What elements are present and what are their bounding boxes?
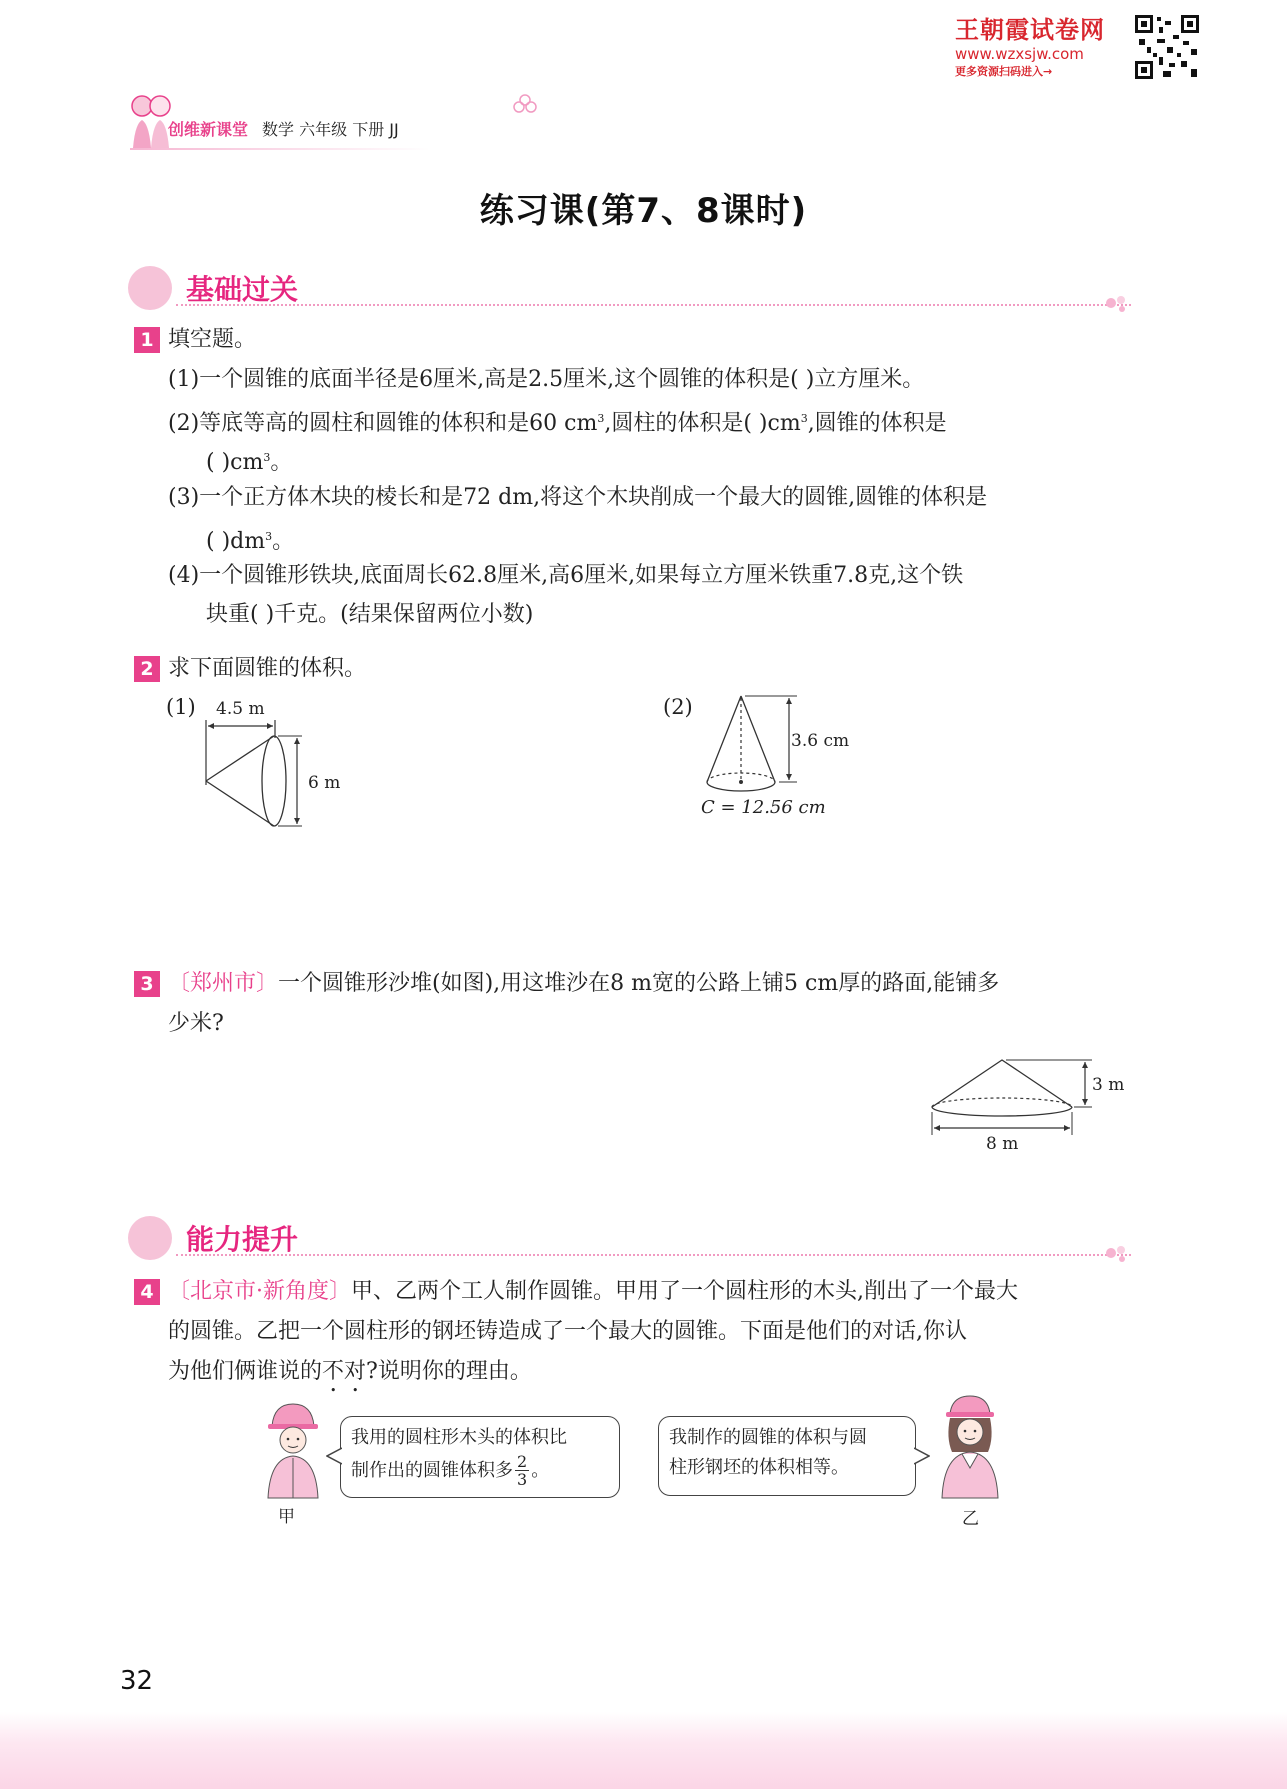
q3-source-tag: 〔郑州市〕 (168, 971, 279, 996)
section-advanced-header (128, 1214, 1128, 1264)
section-dotted-divider (176, 304, 1131, 306)
page-title: 练习课(第7、8课时) (479, 191, 808, 231)
q2-fig1-label: (1) (166, 695, 196, 719)
question-number-badge: 2 (134, 656, 160, 682)
brand-url: www.wzxsjw.com (955, 45, 1084, 63)
q2-stem-text: 求下面圆锥的体积。 (168, 656, 367, 681)
section-basic-title: 基础过关 (186, 273, 299, 306)
section-emblem-icon (128, 1216, 172, 1260)
yi-speech-line2: 柱形钢坯的体积相等。 (669, 1457, 849, 1478)
bubbles-decoration-icon (1103, 292, 1129, 314)
q1-stem (134, 326, 256, 354)
section-advanced-title: 能力提升 (186, 1223, 299, 1256)
brand-logo (955, 10, 1130, 79)
q3-figure-sand-cone (920, 1050, 1140, 1155)
jia-speech-line2: 制作出的圆锥体积多 2 3 。 (351, 1452, 550, 1489)
q4-emphasis-text: 不对 (322, 1359, 367, 1384)
worker-yi-illustration (932, 1392, 1006, 1500)
yi-speech-bubble (658, 1416, 916, 1496)
q2-fig2-label: (2) (663, 695, 693, 719)
page-number: 32 (120, 1666, 154, 1696)
q1-part3-line2: ( )$dm^3$。 (206, 529, 295, 554)
q4-line2: 的圆锥。乙把一个圆柱形的钢坯铸造成了一个最大的圆锥。下面是他们的对话,你认 (168, 1319, 967, 1344)
q1-part4-line2: 块重( )千克。(结果保留两位小数) (206, 602, 534, 627)
jia-speech-bubble (340, 1416, 620, 1498)
q1-stem-text: 填空题。 (168, 327, 257, 352)
footer-band (0, 1712, 1287, 1789)
q1-part1: (1)一个圆锥的底面半径是6厘米,高是2.5厘米,这个圆锥的体积是( )立方厘米。 (168, 367, 925, 392)
q1-part2-line2: ( )$cm^3$。 (206, 450, 293, 475)
qr-code-icon (1133, 13, 1201, 81)
question-number-badge: 4 (134, 1279, 160, 1305)
q4-source-tag: 〔北京市·新角度〕 (168, 1279, 351, 1304)
q2-stem (134, 655, 366, 683)
q3-line1: 3 〔郑州市〕一个圆锥形沙堆(如图),用这堆沙在8 m宽的公路上铺5 cm厚的路面,能铺多 (134, 970, 999, 998)
brand-name: 王朝霞试卷网 (955, 16, 1105, 44)
jia-bubble-tail (326, 1446, 342, 1466)
header-divider (130, 148, 430, 150)
q1-part3-line1: (3)一个正方体木块的棱长和是72 dm,将这个木块削成一个最大的圆锥,圆锥的体积是 (168, 485, 988, 510)
worker-jia-illustration (258, 1400, 328, 1500)
brand-slogan: 更多资源扫码进入→ (955, 65, 1053, 78)
jia-speech-line1: 我用的圆柱形木头的体积比 (351, 1427, 567, 1448)
section-basic-header (128, 264, 1128, 314)
question-number-badge: 3 (134, 971, 160, 997)
q1-part2-line1: (2)等底等高的圆柱和圆锥的体积和是60 $cm^3$,圆柱的体积是( )$cm^3$,圆锥的体积是 (168, 411, 947, 436)
series-name: 创维新课堂 (168, 119, 249, 139)
series-header (130, 112, 399, 144)
q3-fig-diameter-dim: 8 m (986, 1134, 1019, 1154)
worker-jia-name: 甲 (278, 1507, 295, 1527)
q2-figure-2 (655, 690, 875, 830)
q2-fig2-height-dim: 3.6 cm (791, 731, 850, 751)
series-meta: 数学 六年级 下册 JJ (262, 119, 399, 139)
fraction-two-thirds: 2 3 (517, 1452, 528, 1489)
q1-part4-line1: (4)一个圆锥形铁块,底面周长62.8厘米,高6厘米,如果每立方厘米铁重7.8克,这个铁 (168, 563, 964, 588)
question-number-badge: 1 (134, 327, 160, 353)
q2-fig1-diameter-dim: 6 m (308, 773, 341, 793)
bubbles-decoration-icon (1103, 1242, 1129, 1264)
q3-fig-height-dim: 3 m (1092, 1075, 1125, 1095)
q4-line3: 为他们俩谁说的不对?说明你的理由。 (168, 1359, 532, 1384)
yi-speech-line1: 我制作的圆锥的体积与圆 (669, 1427, 867, 1448)
section-emblem-icon (128, 266, 172, 310)
q4-line1: 4 〔北京市·新角度〕甲、乙两个工人制作圆锥。甲用了一个圆柱形的木头,削出了一个最大 (134, 1278, 1018, 1306)
worker-yi-name: 乙 (962, 1509, 979, 1529)
flower-decoration-icon (512, 92, 538, 118)
q2-figure-1 (160, 690, 360, 840)
q2-fig1-slant-dim: 4.5 m (216, 699, 265, 719)
yi-bubble-tail (914, 1446, 930, 1466)
section-dotted-divider (176, 1254, 1131, 1256)
q3-line2: 少米? (168, 1011, 224, 1036)
q2-fig2-circumference: C = 12.56 cm (701, 797, 826, 818)
